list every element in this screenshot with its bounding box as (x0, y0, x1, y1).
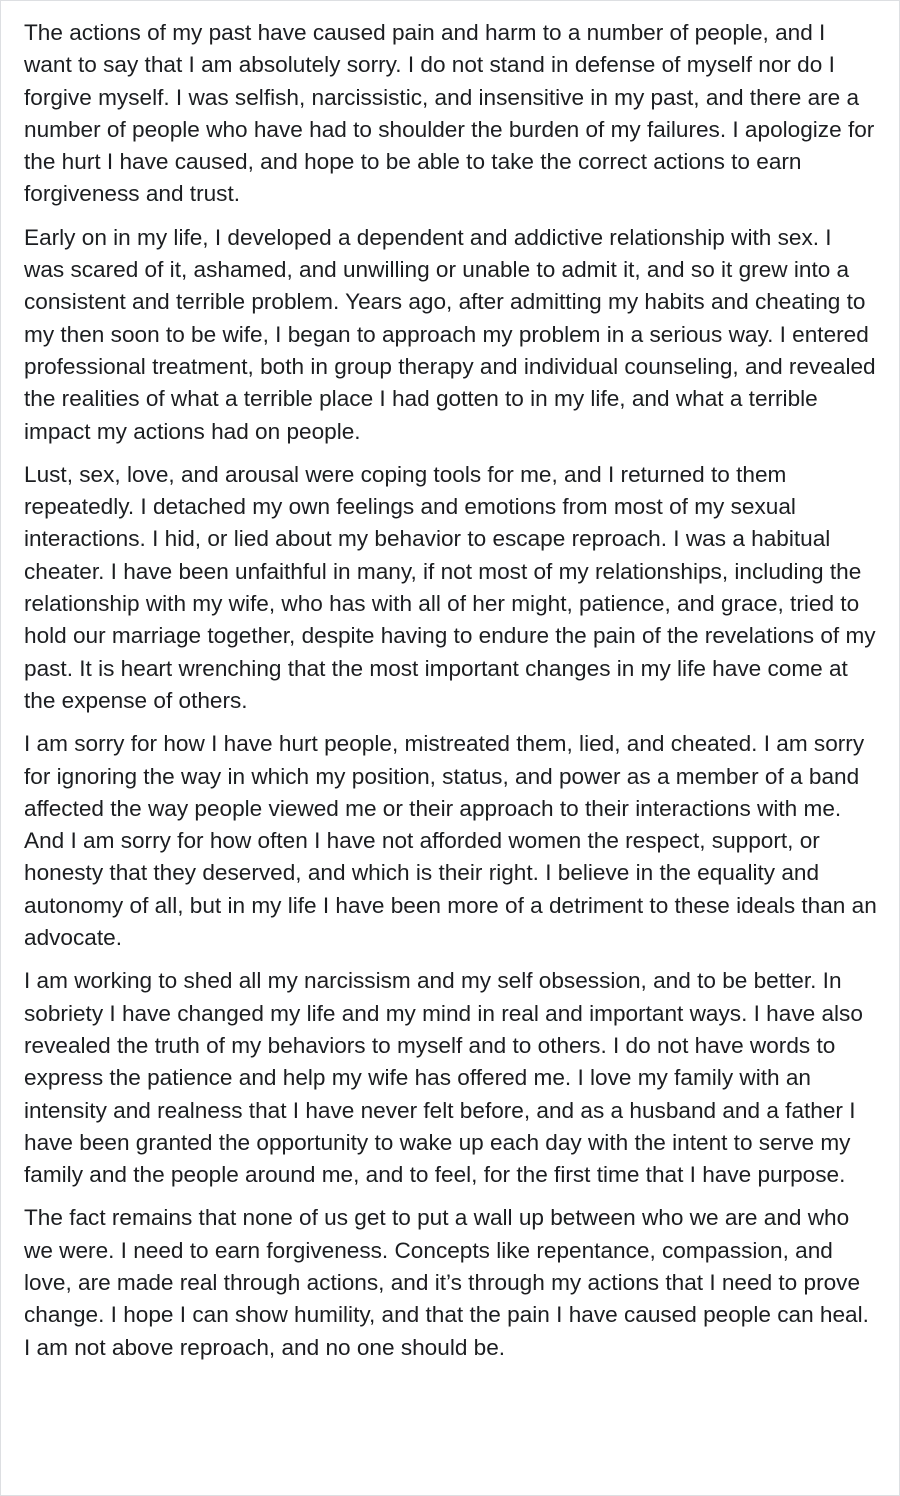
post-paragraph: The actions of my past have caused pain and harm to a number of people, and I want to say that I am absolutely sorry. I do not stand in defense of myself nor do I forgive myself. I was selfish, narcissistic, and insensitive in my past, and there are a number of people who have had to shoulder the burden of my failures. I apologize for the hurt I have caused, and hope to be able to take the correct actions to earn forgiveness and trust. (24, 20, 875, 207)
post-paragraph: I am sorry for how I have hurt people, mistreated them, lied, and cheated. I am sorry for ignoring the way in which my position, status, and power as a member of a band affected the way people viewed me or their approach to their interactions with me. And I am sorry for how often I have not afforded women the respect, support, or honesty that they deserved, and which is their right. I believe in the equality and autonomy of all, but in my life I have been more of a detriment to these ideals than an advocate. (24, 731, 877, 951)
post-paragraph: The fact remains that none of us get to put a wall up between who we are and who we were. I need to earn forgiveness. Concepts like repentance, compassion, and love, are made real through actions, and it’s through my actions that I need to prove change. I hope I can show humility, and that the pain I have caused people can heal. I am not above reproach, and no one should be. (24, 1205, 869, 1360)
post-paragraph: I am working to shed all my narcissism and my self obsession, and to be better. In sobriety I have changed my life and my mind in real and important ways. I have also revealed the truth of my behaviors to myself and to others. I do not have words to express the patience and help my wife has offered me. I love my family with an intensity and realness that I have never felt before, and as a husband and a father I have been granted the opportunity to wake up each day with the intent to serve my family and the people around me, and to feel, for the first time that I have purpose. (24, 968, 863, 1188)
post-paragraph: Lust, sex, love, and arousal were coping tools for me, and I returned to them repeatedly. I detached my own feelings and emotions from most of my sexual interactions. I hid, or lied about my behavior to escape reproach. I was a habitual cheater. I have been unfaithful in many, if not most of my relationships, including the relationship with my wife, who has with all of her might, patience, and grace, tried to hold our marriage together, despite having to endure the pain of the revelations of my past. It is heart wrenching that the most important changes in my life have come at the expense of others. (24, 461, 876, 713)
post-paragraph: Early on in my life, I developed a dependent and addictive relationship with sex. I was scared of it, ashamed, and unwilling or unable to admit it, and so it grew into a consistent and terrible problem. Years ago, after admitting my habits and cheating to my then soon to be wife, I began to approach my problem in a serious way. I entered professional treatment, both in group therapy and individual counseling, and revealed the realities of what a terrible place I had gotten to in my life, and what a terrible impact my actions had on people. (24, 224, 876, 444)
